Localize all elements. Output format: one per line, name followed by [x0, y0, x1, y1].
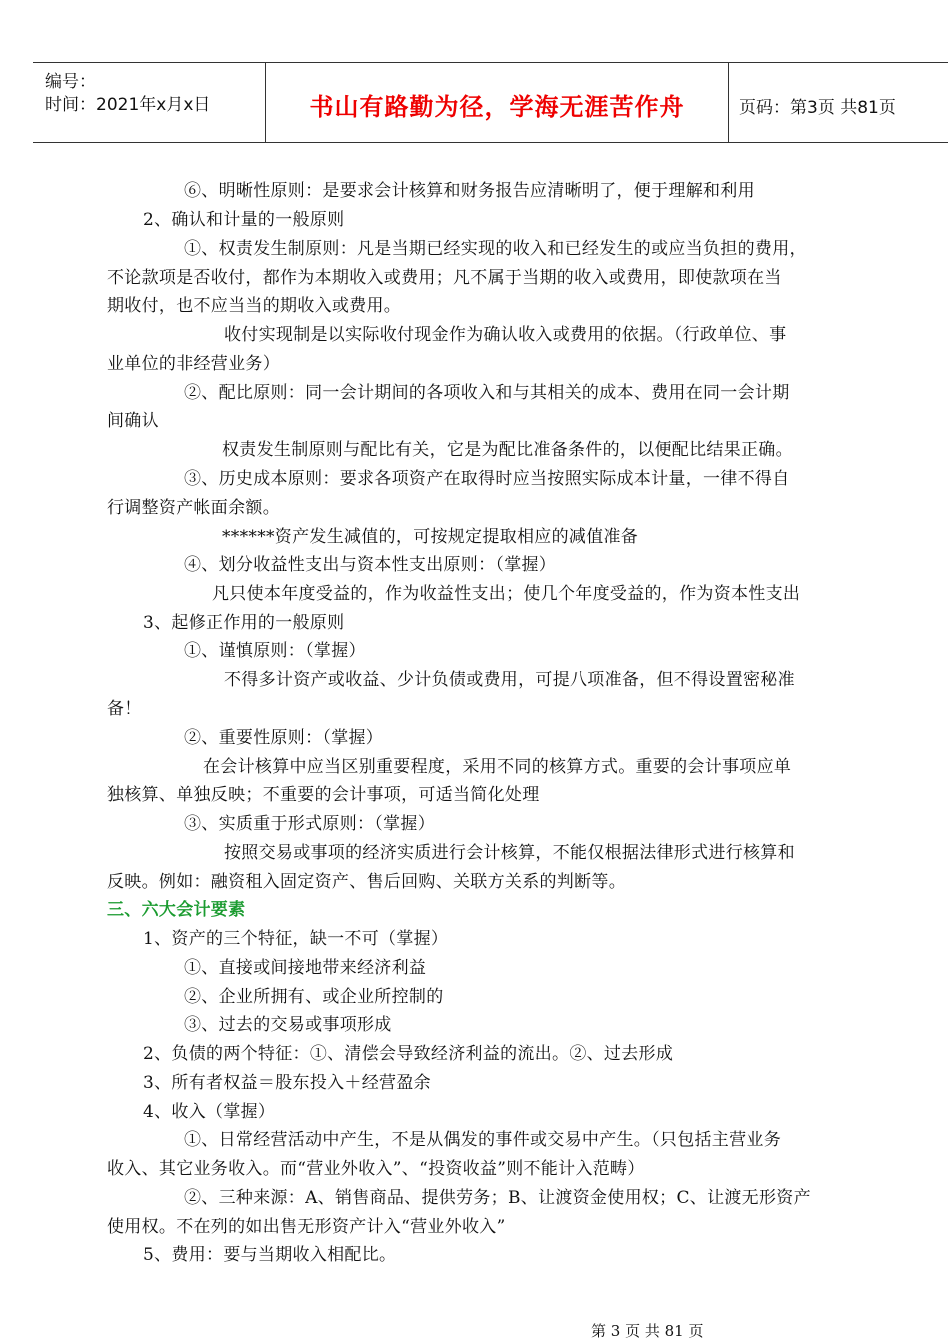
text-line: 不论款项是否收付，都作为本期收入或费用；凡不属于当期的收入或费用，即使款项在当 — [107, 268, 782, 288]
text-line: ③、历史成本原则：要求各项资产在取得时应当按照实际成本计量，一律不得自 — [184, 469, 790, 489]
text-line: 2、确认和计量的一般原则 — [143, 210, 345, 230]
text-line: 间确认 — [107, 411, 159, 431]
text-line: ④、划分收益性支出与资本性支出原则：（掌握） — [184, 555, 557, 575]
text-line: 3、起修正作用的一般原则 — [143, 613, 345, 633]
text-line: ******资产发生减值的，可按规定提取相应的减值准备 — [222, 527, 639, 547]
text-line: 收付实现制是以实际收付现金作为确认收入或费用的依据。（行政单位、事 — [224, 325, 787, 345]
text-line: ③、过去的交易或事项形成 — [184, 1015, 392, 1035]
text-line: 反映。例如：融资租入固定资产、售后回购、关联方关系的判断等。 — [107, 872, 626, 892]
text-line: 收入、其它业务收入。而“营业外收入”、“投资收益”则不能计入范畴） — [107, 1159, 645, 1179]
text-line: ①、谨慎原则：（掌握） — [184, 641, 366, 661]
text-line: ⑥、明晰性原则：是要求会计核算和财务报告应清晰明了，便于理解和利用 — [184, 181, 755, 201]
text-line: ③、实质重于形式原则：（掌握） — [184, 814, 435, 834]
text-line: ②、配比原则：同一会计期间的各项收入和与其相关的成本、费用在同一会计期 — [184, 383, 790, 403]
text-line: ②、三种来源：A、销售商品、提供劳务；B、让渡资金使用权；C、让渡无形资产 — [184, 1188, 811, 1208]
text-line: 1、资产的三个特征，缺一不可（掌握） — [143, 929, 449, 949]
motto: 书山有路勤为径，学海无涯苦作舟 — [309, 93, 685, 121]
section-heading: 三、六大会计要素 — [107, 900, 246, 920]
text-line: ①、直接或间接地带来经济利益 — [184, 958, 427, 978]
text-line: 5、费用：要与当期收入相配比。 — [143, 1245, 397, 1265]
text-line: 期收付，也不应当当的期收入或费用。 — [107, 296, 402, 316]
text-line: ②、重要性原则：（掌握） — [184, 728, 384, 748]
text-line: 在会计核算中应当区别重要程度，采用不同的核算方式。重要的会计事项应单 — [203, 757, 792, 777]
text-line: ①、权责发生制原则：凡是当期已经实现的收入和已经发生的或应当负担的费用， — [184, 239, 807, 259]
text-line: 按照交易或事项的经济实质进行会计核算，不能仅根据法律形式进行核算和 — [224, 843, 795, 863]
page-info: 页码：第3页 共81页 — [739, 98, 896, 118]
text-line: 行调整资产帐面余额。 — [107, 498, 280, 518]
text-line: 独核算、单独反映；不重要的会计事项，可适当简化处理 — [107, 785, 540, 805]
text-line: 2、负债的两个特征：①、清偿会导致经济利益的流出。②、过去形成 — [143, 1044, 674, 1064]
time-label: 时间：2021年x月x日 — [45, 95, 211, 115]
text-line: 4、收入（掌握） — [143, 1102, 276, 1122]
text-line: 3、所有者权益＝股东投入＋经营盈余 — [143, 1073, 431, 1093]
text-line: 凡只使本年度受益的，作为收益性支出；使几个年度受益的，作为资本性支出 — [212, 584, 801, 604]
text-line: 权责发生制原则与配比有关，它是为配比准备条件的，以便配比结果正确。 — [222, 440, 793, 460]
text-line: 使用权。不在列的如出售无形资产计入“营业外收入” — [107, 1217, 506, 1237]
serial-label: 编号： — [45, 72, 96, 92]
text-line: ②、企业所拥有、或企业所控制的 — [184, 987, 444, 1007]
text-line: 不得多计资产或收益、少计负债或费用，可提八项准备，但不得设置密秘准 — [224, 670, 795, 690]
page-footer: 第 3 页 共 81 页 — [591, 1322, 704, 1340]
text-line: 备！ — [107, 699, 142, 719]
text-line: 业单位的非经营业务） — [107, 354, 280, 374]
text-line: ①、日常经营活动中产生，不是从偶发的事件或交易中产生。（只包括主营业务 — [184, 1130, 781, 1150]
